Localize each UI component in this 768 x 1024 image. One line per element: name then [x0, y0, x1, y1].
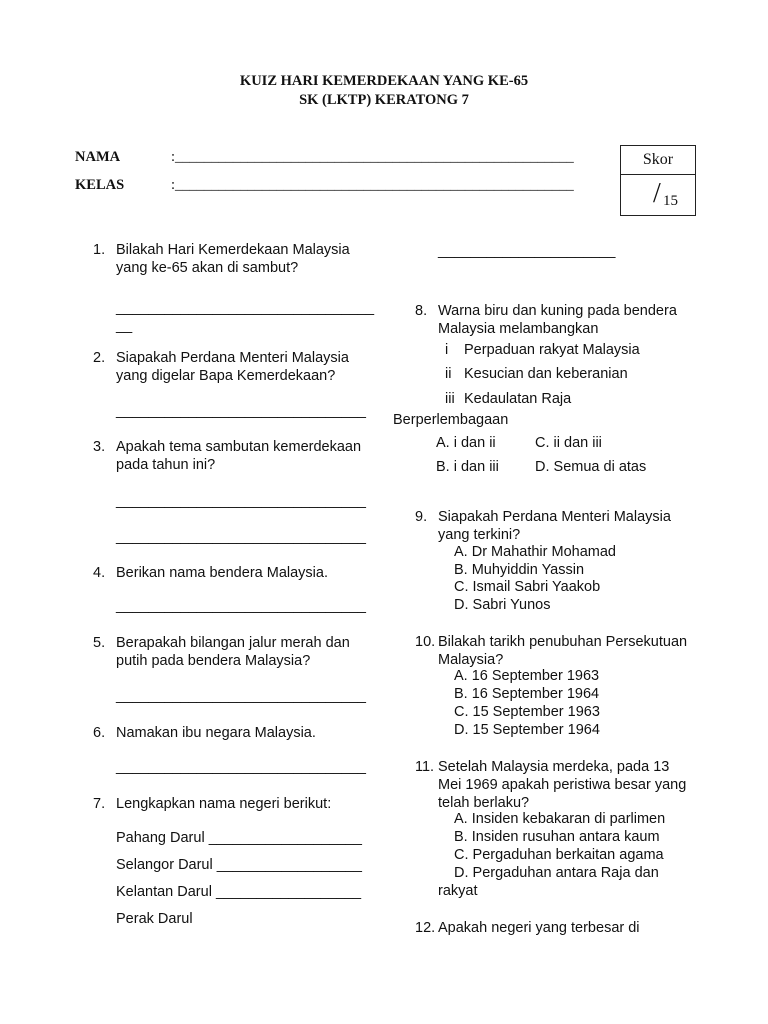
option-b[interactable]: B. i dan iii	[436, 459, 499, 475]
question-11	[415, 758, 725, 818]
question-12	[415, 919, 725, 939]
answer-line-6[interactable]: _______________________________	[116, 759, 366, 775]
question-number: 8.	[415, 303, 428, 319]
question-number: 2.	[93, 350, 106, 366]
state-item[interactable]	[116, 857, 362, 873]
answer-line-3b[interactable]: _______________________________	[116, 529, 366, 545]
option-c[interactable]: C. ii dan iii	[535, 435, 602, 451]
statement-item	[445, 391, 455, 407]
option-b[interactable]: B. 16 September 1964	[454, 686, 600, 702]
statement-numeral: iii	[445, 391, 455, 407]
question-number: 9.	[415, 509, 428, 525]
class-label: KELAS	[75, 177, 125, 193]
question-number: 7.	[93, 796, 106, 812]
question-10	[415, 633, 725, 673]
statement-text: Kedaulatan Raja	[464, 391, 572, 407]
question-5	[93, 634, 383, 674]
question-text: putih pada bendera Malaysia?	[116, 653, 311, 669]
question-2	[93, 349, 383, 389]
option-a[interactable]: A. 16 September 1963	[454, 668, 600, 684]
question-text: Berapakah bilangan jalur merah dan	[116, 635, 350, 651]
question-text: Mei 1969 apakah peristiwa besar yang	[438, 777, 687, 793]
question-7	[93, 795, 383, 815]
name-field[interactable]: :_______________________________________________________	[171, 149, 574, 165]
answer-line-3a[interactable]: _______________________________	[116, 493, 366, 509]
question-text: Warna biru dan kuning pada bendera	[438, 303, 677, 319]
answer-line-1-wrap[interactable]: __	[116, 318, 133, 334]
question-8	[415, 302, 715, 342]
question-text: Berikan nama bendera Malaysia.	[116, 565, 328, 581]
option-d[interactable]: D. 15 September 1964	[454, 722, 600, 738]
state-item[interactable]	[116, 911, 193, 927]
question-text: Siapakah Perdana Menteri Malaysia	[116, 350, 349, 366]
option-a[interactable]: A. Dr Mahathir Mohamad	[454, 544, 616, 560]
statement-item	[445, 342, 448, 358]
name-label: NAMA	[75, 149, 121, 165]
answer-line-continued[interactable]: ______________________	[438, 243, 616, 259]
option-a[interactable]: A. i dan ii	[436, 435, 496, 451]
question-text: yang terkini?	[438, 527, 521, 543]
statement-text-wrap: Berperlembagaan	[393, 412, 509, 428]
state-label: Pahang Darul	[116, 830, 205, 846]
question-text: Bilakah tarikh penubuhan Persekutuan	[438, 634, 688, 650]
score-value-cell[interactable]	[621, 175, 695, 217]
question-number: 1.	[93, 242, 106, 258]
answer-line-4[interactable]: _______________________________	[116, 598, 366, 614]
question-number: 10.	[415, 634, 436, 650]
class-field[interactable]: :_______________________________________________________	[171, 177, 574, 193]
question-text: Apakah tema sambutan kemerdekaan	[116, 439, 362, 455]
question-number: 6.	[93, 725, 106, 741]
question-text: telah berlaku?	[438, 795, 530, 811]
option-c[interactable]: C. Pergaduhan berkaitan agama	[454, 847, 664, 863]
state-label: Perak Darul	[116, 911, 193, 927]
question-6	[93, 724, 383, 744]
question-text: Malaysia?	[438, 652, 504, 668]
option-b[interactable]: B. Insiden rusuhan antara kaum	[454, 829, 660, 845]
option-a[interactable]: A. Insiden kebakaran di parlimen	[454, 811, 666, 827]
question-text: Siapakah Perdana Menteri Malaysia	[438, 509, 671, 525]
option-c[interactable]: C. 15 September 1963	[454, 704, 600, 720]
question-1	[93, 241, 383, 281]
question-number: 12.	[415, 920, 436, 936]
question-text: Lengkapkan nama negeri berikut:	[116, 796, 332, 812]
statement-text: Kesucian dan keberanian	[464, 366, 628, 382]
question-text: yang digelar Bapa Kemerdekaan?	[116, 368, 336, 384]
score-total: 15	[663, 193, 678, 209]
option-d-wrap: rakyat	[438, 883, 478, 899]
question-number: 4.	[93, 565, 106, 581]
question-3	[93, 438, 383, 478]
question-text: Bilakah Hari Kemerdekaan Malaysia	[116, 242, 350, 258]
statement-text: Perpaduan rakyat Malaysia	[464, 342, 640, 358]
option-c[interactable]: C. Ismail Sabri Yaakob	[454, 579, 601, 595]
question-4	[93, 564, 383, 584]
state-blank[interactable]: ___________________	[208, 830, 362, 846]
state-label: Selangor Darul	[116, 857, 213, 873]
question-text: yang ke-65 akan di sambut?	[116, 260, 299, 276]
option-d[interactable]: D. Semua di atas	[535, 459, 647, 475]
score-box	[620, 145, 696, 216]
question-text: Setelah Malaysia merdeka, pada 13	[438, 759, 670, 775]
score-label: Skor	[621, 146, 695, 175]
answer-line-5[interactable]: _______________________________	[116, 688, 366, 704]
statement-numeral: i	[445, 342, 449, 358]
question-text: Namakan ibu negara Malaysia.	[116, 725, 316, 741]
quiz-title: KUIZ HARI KEMERDEKAAN YANG KE-65	[239, 73, 529, 89]
question-number: 11.	[415, 759, 435, 775]
question-9	[415, 508, 715, 548]
question-text: pada tahun ini?	[116, 457, 216, 473]
question-number: 5.	[93, 635, 106, 651]
statement-item	[445, 366, 451, 382]
question-text: Apakah negeri yang terbesar di	[438, 920, 640, 936]
statement-numeral: ii	[445, 366, 452, 382]
school-name: SK (LKTP) KERATONG 7	[299, 92, 469, 108]
state-label: Kelantan Darul	[116, 884, 212, 900]
question-text: Malaysia melambangkan	[438, 321, 599, 337]
option-d[interactable]: D. Sabri Yunos	[454, 597, 551, 613]
question-number: 3.	[93, 439, 106, 455]
state-item[interactable]	[116, 830, 362, 846]
score-slash: /	[653, 178, 661, 209]
answer-line-2[interactable]: _______________________________	[116, 403, 366, 419]
state-blank[interactable]: __________________	[216, 857, 362, 873]
state-blank[interactable]: __________________	[215, 884, 362, 900]
option-d[interactable]: D. Pergaduhan antara Raja dan	[454, 865, 659, 881]
answer-line-1[interactable]: ________________________________	[116, 300, 375, 316]
option-b[interactable]: B. Muhyiddin Yassin	[454, 562, 585, 578]
state-item[interactable]	[116, 884, 361, 900]
